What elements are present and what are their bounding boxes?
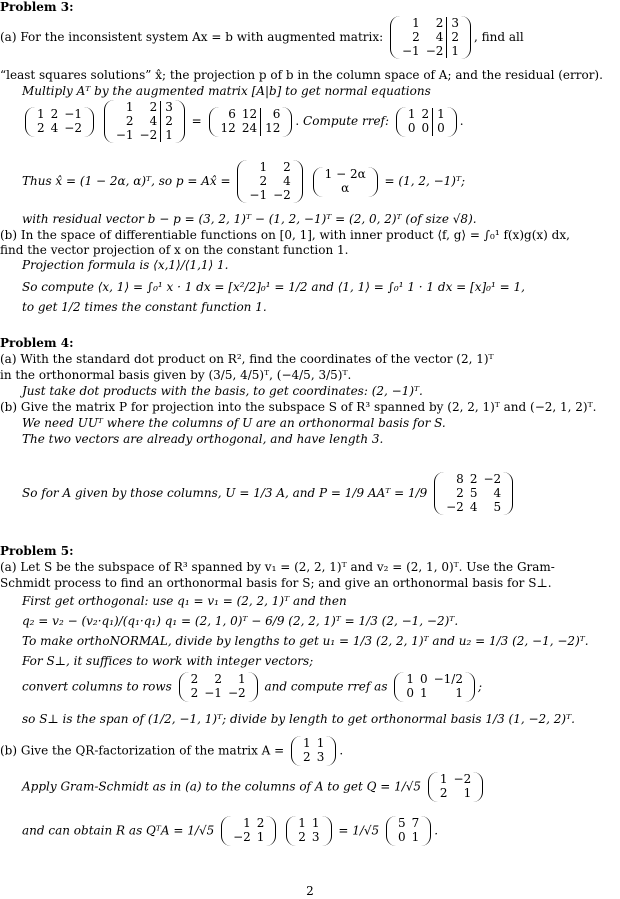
p5-apply-gs: Apply Gram-Schmidt as in (a) to the columns of A to get Q = 1/√5 1 −2 2 1 [22,772,486,802]
p5-for-sperp: For S⊥, it suffices to work with integer vectors; [22,654,314,668]
p3-projection-formula: Projection formula is ⟨x,1⟩/⟨1,1⟩ 1. [22,258,229,272]
p4-two-vectors: The two vectors are already orthogonal, and have length 3. [22,432,384,446]
page-number: 2 [306,884,314,898]
p4b-line1: (b) Give the matrix P for projection into the subspace S of R³ spanned by (2, 2, 1)ᵀ and (−2, 1, 2)ᵀ. [0,400,597,414]
p5a-line2: Schmidt process to find an orthonormal basis for S; and give an orthonormal basis for S⊥. [0,576,552,590]
p3-multiply-note: Multiply Aᵀ by the augmented matrix [A|b] to get normal equations [22,84,431,98]
p3-residual: with residual vector b − p = (3, 2, 1)ᵀ − (1, 2, −1)ᵀ = (2, 0, 2)ᵀ (of size √8). [22,212,477,226]
p4a-answer: Just take dot products with the basis, to get coordinates: (2, −1)ᵀ. [22,384,423,398]
augmented-matrix: 1 2 3 2 4 2 −1 −2 1 [390,16,471,59]
p4-need: We need UUᵀ where the columns of U are an orthonormal basis for S. [22,416,446,430]
p3a-line2: “least squares solutions” x̂; the projection p of b in the column space of A; and the residual (error). [0,68,603,82]
p5-convert-line: convert columns to rows 2 2 1 2 −1 −2 and compute rref as 1 0 −1/2 0 1 1 ; [22,672,483,700]
p3-compute: So compute ⟨x, 1⟩ = ∫₀¹ x · 1 dx = [x²/2]₀¹ = 1/2 and ⟨1, 1⟩ = ∫₀¹ 1 · 1 dx = [x]₀¹ = 1, [22,280,525,294]
p5-so-sperp: so S⊥ is the span of (1/2, −1, 1)ᵀ; divide by length to get orthonormal basis 1/3 (1, −2, 2)ᵀ. [22,712,575,726]
p3-thus-line: Thus x̂ = (1 − 2α, α)ᵀ, so p = Ax̂ = 1 2 2 4 −1 −2 1 − 2α α = (1, 2, −1)ᵀ; [22,160,466,202]
p4-projection-matrix: So for A given by those columns, U = 1/3 A, and P = 1/9 AAᵀ = 1/9 8 2 −2 2 5 4 −2 4 5 [22,472,516,515]
p5b-line1: (b) Give the QR-factorization of the matrix A = 1 1 2 3 . [0,736,344,764]
p3b-line2: find the vector projection of x on the constant function 1. [0,243,349,257]
p3-to-get: to get 1/2 times the constant function 1. [22,300,267,314]
p5-obtain-r: and can obtain R as QᵀA = 1/√5 1 2 −2 1 1 1 2 3 = 1/√5 5 7 0 1 . [22,816,439,844]
p5a-line1: (a) Let S be the subspace of R³ spanned by v₁ = (2, 2, 1)ᵀ and v₂ = (2, 1, 0)ᵀ. Use the Gram- [0,560,555,574]
problem-5-heading: Problem 5: [0,544,74,558]
problem-4-heading: Problem 4: [0,336,74,350]
p4a-line2: in the orthonormal basis given by (3/5, 4/5)ᵀ, (−4/5, 3/5)ᵀ. [0,368,352,382]
p4a-line1: (a) With the standard dot product on R², find the coordinates of the vector (2, 1)ᵀ [0,352,494,366]
problem-3-heading: Problem 3: [0,0,74,14]
p3a-intro-line: (a) For the inconsistent system Ax = b with augmented matrix: 1 2 3 2 4 2 −1 −2 1 , find all [0,16,524,58]
p3b-intro: (b) In the space of differentiable functions on [0, 1], with inner product ⟨f, g⟩ = ∫₀¹ f(x)g(x) dx, [0,228,570,242]
p5-q2: q₂ = v₂ − (v₂·q₁)/(q₁·q₁) q₁ = (2, 1, 0)ᵀ − 6/9 (2, 2, 1)ᵀ = 1/3 (2, −1, −2)ᵀ. [22,614,459,628]
p5-normalize: To make orthoNORMAL, divide by lengths to get u₁ = 1/3 (2, 2, 1)ᵀ and u₂ = 1/3 (2, −1, −2)ᵀ. [22,634,589,648]
normal-equations: 1 2 −1 2 4 −2 1 2 3 2 4 2 −1 −2 1 = 6 12 6 12 24 12 . Compute rref: 1 2 1 0 0 0 . [22,100,464,143]
p5-first: First get orthogonal: use q₁ = v₁ = (2, 2, 1)ᵀ and then [22,594,347,608]
